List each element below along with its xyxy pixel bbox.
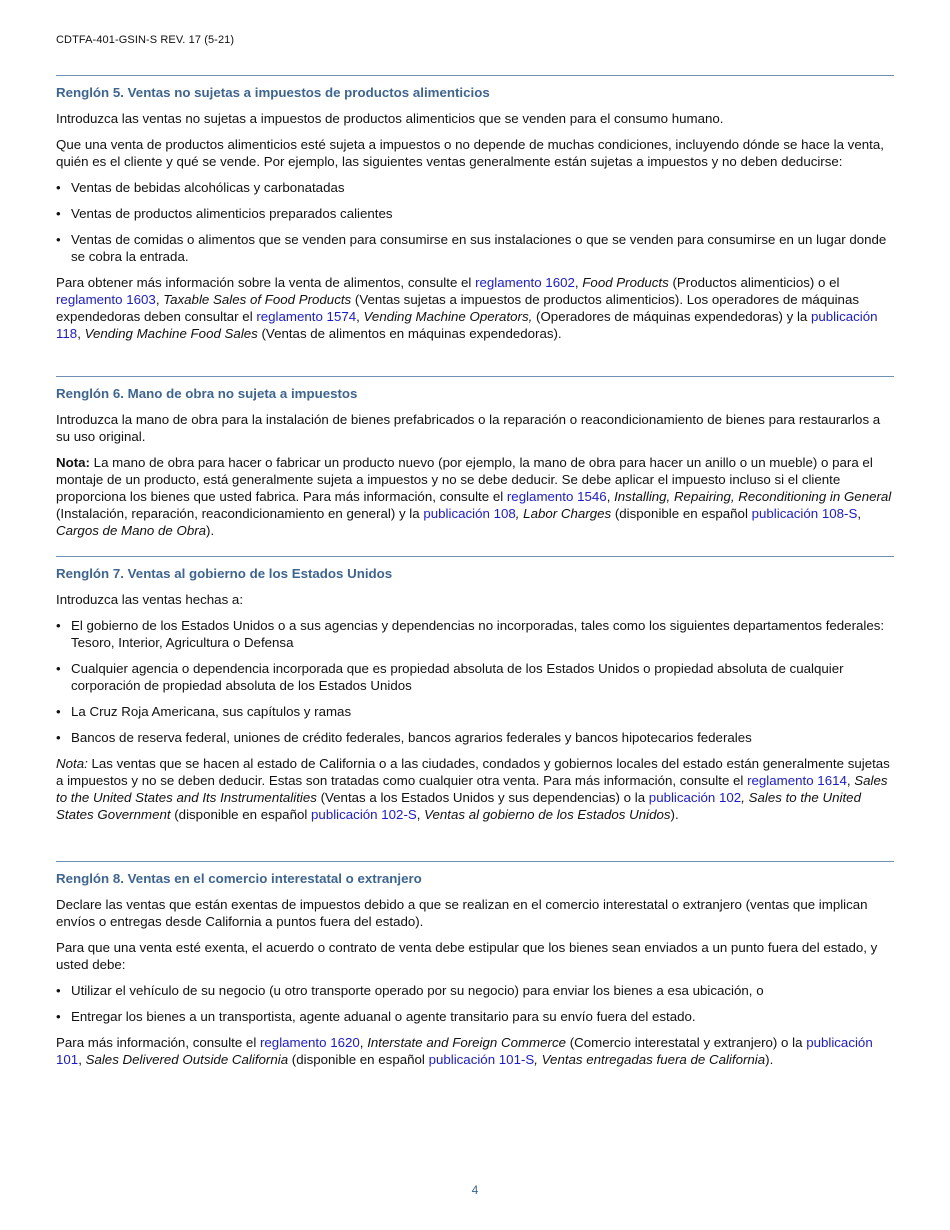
paragraph: Que una venta de productos alimenticios esté sujeta a impuestos o no depende de muchas condiciones, incluyendo dónde se hace la venta, quién es el cliente y qué se vende. Por ejemplo, las siguientes ventas generalmente están sujetas a impuestos y no deben deducirse: xyxy=(56,137,884,169)
link-publicacion-102-s[interactable]: publicación 102-S xyxy=(311,807,417,822)
link-reglamento-1603[interactable]: reglamento 1603 xyxy=(56,292,156,307)
list-item: • Ventas de comidas o alimentos que se venden para consumirse en sus instalaciones o que se venden para consumirse en un lugar donde se cobra la entrada. xyxy=(56,231,894,265)
link-reglamento-1614[interactable]: reglamento 1614 xyxy=(747,773,847,788)
form-id: CDTFA-401-GSIN-S REV. 17 (5-21) xyxy=(56,34,235,46)
section-intro: Introduzca la mano de obra para la instalación de bienes prefabricados o la reparación o reacondicionamiento de bienes para restaurarlos a su uso original. xyxy=(56,412,881,444)
info-paragraph: Para obtener más información sobre la venta de alimentos, consulte el reglamento 1602, Food Products (Productos alimenticios) o el reglamento 1603, Taxable Sales of Food Products (Ventas sujetas a impuestos de productos alimenticios). Los operadores de máquinas expendedoras deben consultar el reglamento 1574, Vending Machine Operators, (Operadores de máquinas expendedoras) y la publicación 118, Vending Machine Food Sales (Ventas de alimentos en máquinas expendedoras). xyxy=(56,275,878,341)
list-item: • Cualquier agencia o dependencia incorporada que es propiedad absoluta de los Estados Unidos o propiedad absoluta de cualquier corporación de propiedad absoluta de los Estados Unidos xyxy=(56,660,894,694)
section-line-8 xyxy=(56,861,894,1068)
info-paragraph: Para más información, consulte el reglamento 1620, Interstate and Foreign Commerce (Comercio interestatal y extranjero) o la publicación 101, Sales Delivered Outside California (disponible en español publicación 101-S, Ventas entregadas fuera de California). xyxy=(56,1035,873,1067)
section-intro: Introduzca las ventas hechas a: xyxy=(56,592,244,607)
bullet-list xyxy=(56,617,894,746)
section-intro: Declare las ventas que están exentas de impuestos debido a que se realizan en el comercio interestatal o extranjero (ventas que implican envíos o entregas desde California a puntos fuera del estado). xyxy=(56,897,868,929)
link-publicacion-101[interactable]: publicación 101 xyxy=(56,1035,873,1067)
link-reglamento-1620[interactable]: reglamento 1620 xyxy=(259,1035,360,1050)
note-paragraph: Nota: Las ventas que se hacen al estado de California o a las ciudades, condados y gobiernos locales del estado están generalmente sujetas a impuestos y no se deben deducir. Estas son tratadas como cualquier otra venta. Para más información, consulte el reglamento 1614, Sales to the United States and Its Instrumentalities (Ventas a los Estados Unidos y sus dependencias) o la publicación 102, Sales to the United States Government (disponible en español publicación 102-S, Ventas al gobierno de los Estados Unidos). xyxy=(56,756,890,822)
section-line-6 xyxy=(56,376,894,539)
list-item: • Bancos de reserva federal, uniones de crédito federales, bancos agrarios federales y bancos hipotecarios federales xyxy=(56,729,894,746)
section-intro: Introduzca las ventas no sujetas a impuestos de productos alimenticios que se venden para el consumo humano. xyxy=(56,111,724,126)
bullet-list xyxy=(56,982,894,1025)
link-publicacion-101-s[interactable]: publicación 101-S xyxy=(428,1052,535,1067)
section-heading: Renglón 5. Ventas no sujetas a impuestos de productos alimenticios xyxy=(56,85,490,100)
note-label: Nota: xyxy=(56,455,90,470)
note-label: Nota: xyxy=(56,756,88,771)
list-item: • La Cruz Roja Americana, sus capítulos y ramas xyxy=(56,703,894,720)
list-item: • El gobierno de los Estados Unidos o a sus agencias y dependencias no incorporadas, tales como los siguientes departamentos federales: Tesoro, Interior, Agricultura o Defensa xyxy=(56,617,894,651)
list-item: • Ventas de bebidas alcohólicas y carbonatadas xyxy=(56,179,894,196)
section-heading: Renglón 6. Mano de obra no sujeta a impuestos xyxy=(56,386,358,401)
list-item: • Utilizar el vehículo de su negocio (u otro transporte operado por su negocio) para enviar los bienes a esa ubicación, o xyxy=(56,982,894,999)
link-publicacion-102[interactable]: publicación 102 xyxy=(648,790,742,805)
link-reglamento-1546[interactable]: reglamento 1546 xyxy=(506,489,607,504)
link-reglamento-1602[interactable]: reglamento 1602 xyxy=(475,275,575,290)
section-line-7 xyxy=(56,556,894,823)
link-publicacion-118[interactable]: publicación 118 xyxy=(56,309,878,341)
link-reglamento-1574[interactable]: reglamento 1574 xyxy=(256,309,357,324)
note-paragraph: Nota: La mano de obra para hacer o fabricar un producto nuevo (por ejemplo, la mano de obra para hacer un anillo o un mueble) o para el montaje de un producto, está generalmente sujeta a impuestos y no se debe deducir. Se debe aplicar el impuesto incluso si el cliente proporciona los bienes que usted fabrica. Para más información, consulte el reglamento 1546, Installing, Repairing, Reconditioning in General (Instalación, reparación, reacondicionamiento en general) y la publicación 108, Labor Charges (disponible en español publicación 108-S, Cargos de Mano de Obra). xyxy=(56,455,892,538)
link-publicacion-108[interactable]: publicación 108 xyxy=(423,506,516,521)
list-item: • Entregar los bienes a un transportista, agente aduanal o agente transitario para su envío fuera del estado. xyxy=(56,1008,894,1025)
paragraph: Para que una venta esté exenta, el acuerdo o contrato de venta debe estipular que los bienes sean enviados a un punto fuera del estado, y usted debe: xyxy=(56,940,878,972)
section-heading: Renglón 8. Ventas en el comercio interestatal o extranjero xyxy=(56,871,422,886)
page-number: 4 xyxy=(471,1183,479,1197)
section-line-5 xyxy=(56,75,894,342)
section-heading: Renglón 7. Ventas al gobierno de los Estados Unidos xyxy=(56,566,393,581)
list-item: • Ventas de productos alimenticios preparados calientes xyxy=(56,205,894,222)
link-publicacion-108-s[interactable]: publicación 108-S xyxy=(751,506,858,521)
bullet-list xyxy=(56,179,894,265)
